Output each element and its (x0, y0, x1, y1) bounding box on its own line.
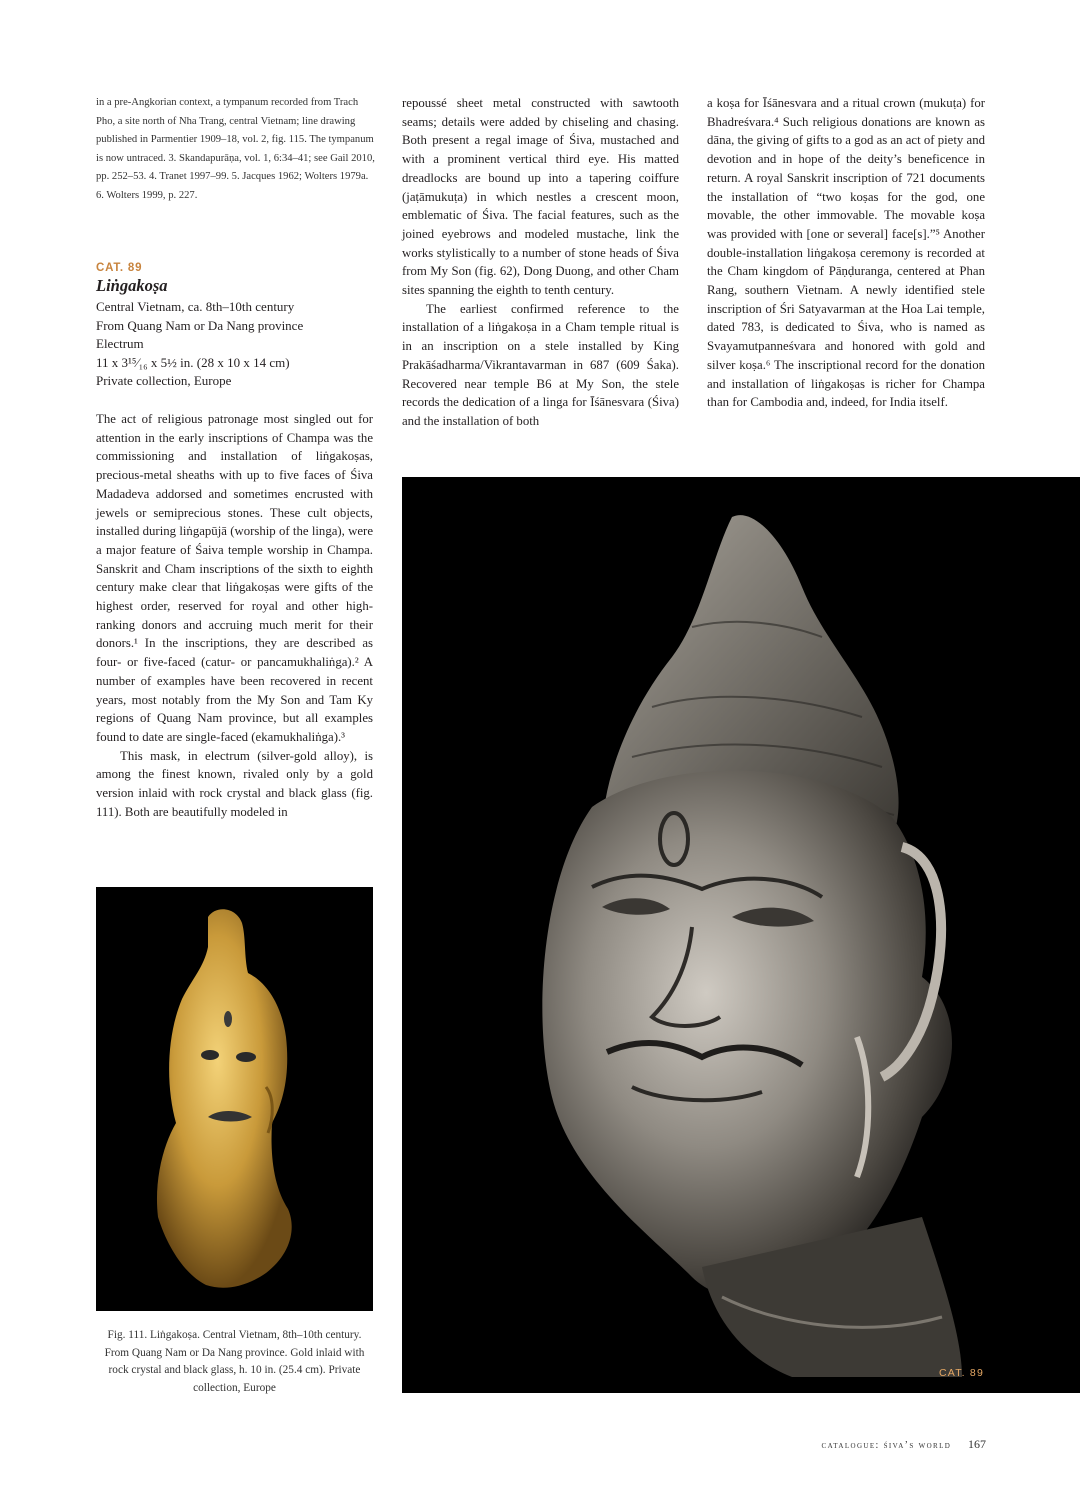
meta-material: Electrum (96, 336, 144, 351)
page-number: 167 (968, 1437, 986, 1451)
paragraph: repoussé sheet metal constructed with sawtooth seams; details were added by chiseling and chasing. Both present a regal image of Śiva, mustached and with a prominent vertical third eye. His matted dreadlocks are bound up into a tapering coiffure (jaṭāmukuṭa) in which nestles a crescent moon, emblematic of Śiva. The facial features, such as the joined eyebrows and modeled mustache, link the works stylistically to a number of stone heads of Śiva from My Son (fig. 62), Dong Duong, and other Cham sites spanning the eighth to tenth century. (402, 96, 679, 298)
catalogue-number: CAT. 89 (96, 262, 143, 274)
gold-mask-image (96, 887, 373, 1311)
paragraph: This mask, in electrum (silver-gold alloy), is among the finest known, rivaled only by a gold version inlaid with rock crystal and black glass (fig. 111). Both are beautifully modeled in (96, 748, 373, 819)
meta-origin: Central Vietnam, ca. 8th–10th century (96, 299, 295, 314)
catalogue-89-photo (402, 477, 1080, 1393)
meta-dimensions: 11 x 3¹⁵⁄₁₆ x 5½ in. (28 x 10 x 14 cm) (96, 354, 290, 370)
body-column-3 (707, 94, 985, 412)
meta-provenance: From Quang Nam or Da Nang province (96, 317, 304, 333)
endnotes (96, 94, 378, 205)
figure-111-photo (96, 887, 373, 1311)
paragraph: a koṣa for Īśānesvara and a ritual crown (mukuṭa) for Bhadreśvara.⁴ Such religious donations are known as dāna, the giving of gifts to a god as an act of piety and devotion and in hope of the deity’s beneficence in return. A royal Sanskrit inscription of 721 documents the installation of “two koṣas for the god, one movable, the other immovable. The movable koṣa was provided with [one or several] face[s].”⁵ Another double-installation liṅgakoṣa ceremony is recorded at the Cham kingdom of Pāṇḍuranga, centered at Phan Rang, southern Vietnam. A newly identified stele inscription of Śri Satyavarman at the Hoa Lai temple, dated 783, is dedicated to Śiva, who is named as Svayamutpanneśvara and honored with gold and silver koṣa.⁶ The inscriptional record for the donation and installation of liṅgakoṣas is richer for Champa than for Cambodia and, indeed, for India itself. (707, 96, 985, 410)
entry-title: Liṅgakoṣa (96, 276, 168, 295)
meta-collection: Private collection, Europe (96, 373, 232, 388)
entry-metadata (96, 298, 378, 391)
figure-catalogue-label: CAT. 89 (939, 1367, 984, 1379)
paragraph: The earliest confirmed reference to the installation of a liṅgakoṣa in a Cham temple ritual is in an inscription on a stele installed by King Prakāśadharma/Vikrantavarman in 687 (609 Śaka). Recovered near temple B6 at My Son, the stele records the dedication of a linga for Īśānesvara (Śiva) and the installation of both (402, 301, 679, 428)
endnotes-text: in a pre-Angkorian context, a tympanum recorded from Trach Pho, a site north of Nha Trang, central Vietnam; line drawing published in Parmentier 1909–18, vol. 2, fig. 115. The tympanum is now untraced. 3. Skandapurāṇa, vol. 1, 6:34–41; see Gail 2010, pp. 252–53. 4. Tranet 1997–99. 5. Jacques 1962; Wolters 1979a. 6. Wolters 1999, p. 227. (96, 97, 375, 201)
body-column-1 (96, 410, 373, 821)
paragraph: The act of religious patronage most singled out for attention in the early inscriptions of Champa was the commissioning and installation of liṅgakoṣas, precious-metal sheaths with up to five faces of Śiva Madadeva addorsed and sometimes encrusted with jewels or semiprecious stones. These cult objects, installed during liṅgapūjā (worship of the linga), were a major feature of Śaiva temple worship in Champa. Sanskrit and Cham inscriptions of the sixth to eighth century make clear that liṅgakoṣas were gifts of the highest order, reserved for royal and other high-ranking donors and accruing much merit for their donors.¹ In the inscriptions, they are described as four- or five-faced (catur- or pancamukhaliṅga).² A number of examples have been recovered in recent years, most notably from the My Son and Tam Ky regions of Quang Nam province, but all examples found to date are single-faced (ekamukhaliṅga).³ (96, 412, 373, 744)
running-footer (760, 1437, 986, 1452)
body-column-2 (402, 94, 679, 431)
electrum-mask-image (402, 477, 1080, 1393)
running-head: catalogue: śiva’s world (821, 1440, 952, 1451)
figure-111-caption: Fig. 111. Liṅgakoṣa. Central Vietnam, 8th–10th century. From Quang Nam or Da Nang province. Gold inlaid with rock crystal and black glass, h. 10 in. (25.4 cm). Private collection, Europe (104, 1329, 365, 1394)
